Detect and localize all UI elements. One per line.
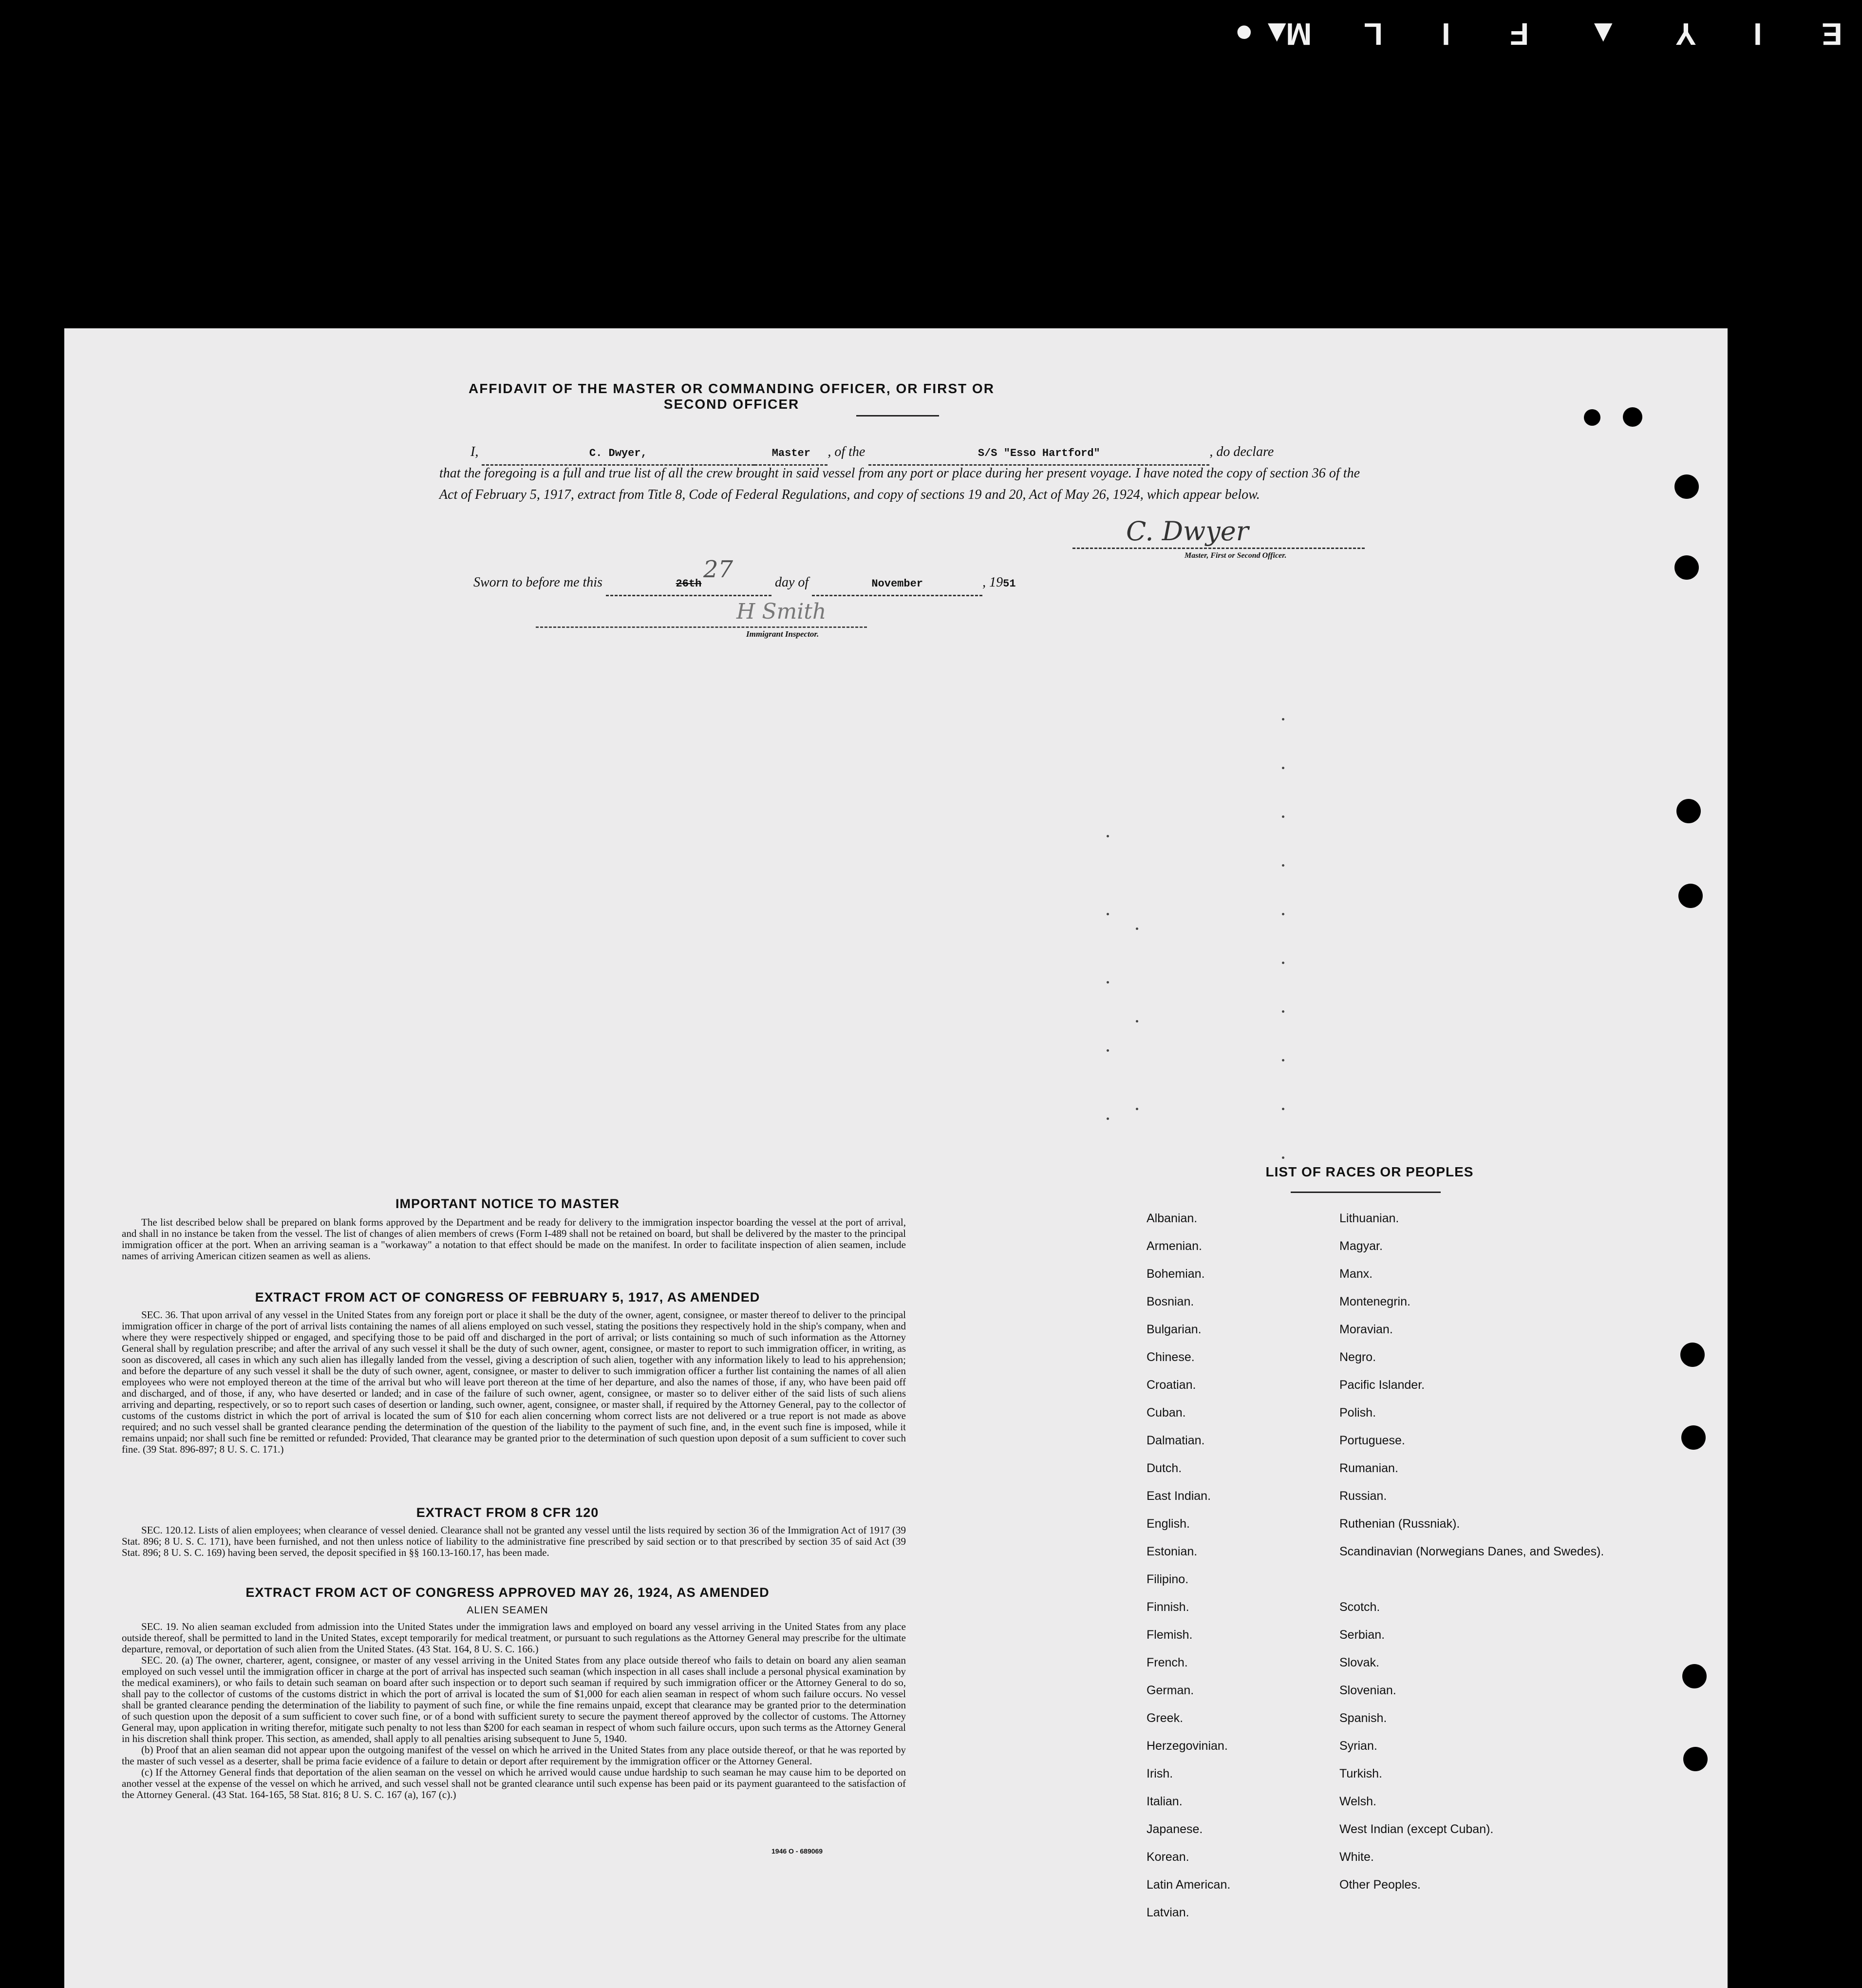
race-item: Japanese. <box>1147 1822 1203 1836</box>
race-item: Pacific Islander. <box>1339 1378 1425 1392</box>
sworn-line <box>473 556 1185 596</box>
races-rule <box>1291 1192 1441 1193</box>
extract-1924-subtitle: ALIEN SEAMEN <box>467 1605 548 1616</box>
race-item: Negro. <box>1339 1350 1376 1364</box>
race-item: Polish. <box>1339 1406 1376 1420</box>
day-of-label: day of <box>774 575 809 590</box>
race-item: Magyar. <box>1339 1239 1383 1253</box>
bleed-dot <box>1282 1108 1284 1110</box>
sworn-label: Sworn to before me this <box>473 575 602 590</box>
race-item: Spanish. <box>1339 1711 1387 1725</box>
bleed-dot <box>1282 962 1284 964</box>
vessel-name: S/S "Esso Hartford" <box>868 443 1209 466</box>
punch-hole <box>1584 409 1600 426</box>
declaration-line <box>470 441 1440 466</box>
race-item: Filipino. <box>1147 1572 1189 1586</box>
punch-hole <box>1681 1425 1706 1450</box>
affidavit-title: AFFIDAVIT OF THE MASTER OR COMMANDING OFFICER, OR FIRST OR SECOND OFFICER <box>469 381 995 412</box>
officer-rank: Master <box>754 443 828 466</box>
races-list <box>1147 1211 1634 1966</box>
film-mark: ▲ <box>1588 17 1619 52</box>
inspector-signature: H Smith <box>736 599 827 624</box>
punch-hole <box>1674 555 1699 580</box>
race-item <box>1339 1572 1563 1600</box>
race-item: Montenegrin. <box>1339 1295 1411 1308</box>
race-item: Other Peoples. <box>1339 1878 1421 1892</box>
sec-20c: (c) If the Attorney General finds that deportation of the alien seaman on the vessel on which he arrived would cause undue hardship to such seaman he may cause him to be deported on another vessel at the expense of the vessel on which he arrived, and such vessel shall not be granted clearance until such expense has been paid or its payment guaranteed to the satisfaction of the Attorney General. (43 Stat. 164-165, 58 Stat. 816; 8 U. S. C. 167 (a), 167 (c).) <box>122 1766 906 1800</box>
race-item: Estonian. <box>1147 1545 1198 1558</box>
inspector-line <box>536 626 867 628</box>
races-column-2 <box>1339 1211 1604 1933</box>
extract-1917-title: EXTRACT FROM ACT OF CONGRESS OF FEBRUARY 5, 1917, AS AMENDED <box>255 1290 760 1305</box>
bleed-dot <box>1136 1020 1138 1022</box>
race-item: Dutch. <box>1147 1461 1182 1475</box>
notice-text: The list described below shall be prepared on blank forms approved by the Department and be ready for delivery to the immigration inspector boarding the vessel at the port of arrival, and shall in no instance be taken from the vessel. The list of changes of alien members of crews (Form I-489 shall not be retained on board, but shall be delivered by the master to the principal immigration officer at the port. When an arriving seaman is a "workaway" a notation to that effect should be made on the manifest. In order to facilitate inspection of alien seamen, include names of arriving American citizen seamen as well as aliens. <box>122 1216 906 1262</box>
bleed-dot <box>1282 718 1284 720</box>
race-item: Finnish. <box>1147 1600 1189 1614</box>
race-item: Turkish. <box>1339 1767 1382 1780</box>
sec-19: SEC. 19. No alien seaman excluded from admission into the United States under the immigration laws and employed on board any vessel arriving in the United States from any place outside thereof, shall be permitted to land in the United States, except temporarily for medical treatment, or pursuant to such regulations as the Attorney General may prescribe for the ultimate departure, removal, or deportation of such alien from the United States. (43 Stat. 164, 8 U. S. C. 166.) <box>122 1621 906 1655</box>
bleed-dot <box>1282 1156 1284 1159</box>
year-suffix: 51 <box>1003 578 1016 590</box>
races-title: LIST OF RACES OR PEOPLES <box>1265 1164 1474 1179</box>
race-item: German. <box>1147 1684 1194 1697</box>
film-mark: Y <box>1675 17 1696 52</box>
race-item: Scandinavian (Norwegians Danes, and Swedes). <box>1339 1545 1604 1558</box>
race-item: Russian. <box>1339 1489 1387 1503</box>
race-item: Bulgarian. <box>1147 1323 1202 1336</box>
year-prefix: , 19 <box>982 575 1003 590</box>
race-item: French. <box>1147 1656 1188 1669</box>
race-item: Ruthenian (Russniak). <box>1339 1517 1460 1531</box>
race-item: Moravian. <box>1339 1323 1393 1336</box>
race-item: Syrian. <box>1339 1739 1377 1753</box>
document-page <box>64 328 1728 1988</box>
sworn-day-typed: 26th <box>676 578 702 590</box>
film-mark: I <box>1753 17 1762 52</box>
race-item: Irish. <box>1147 1767 1173 1780</box>
race-item: Portuguese. <box>1339 1434 1405 1447</box>
bleed-dot <box>1282 913 1284 915</box>
extract-1924-body <box>122 1621 906 1800</box>
sec-20a: SEC. 20. (a) The owner, charterer, agent, consignee, or master of any vessel arriving in the United States from any place outside thereof who fails to detain on board any alien seaman employed on such vessel until the immigration officer in charge at the port of arrival has inspected such seaman (which inspection in all cases shall include a personal physical examination by the medical examiners), or who fails to detain such seaman on board after such inspection or to deport such seaman if required by such immigration officer or the Attorney General to do so, shall pay to the collector of customs of the customs district in which the port of arrival is located the sum of $1,000 for each alien seaman in respect of whom such failure occurs. No vessel shall be granted clearance pending the determination of the liability to payment of such fine, or while the fine remains unpaid, except that clearance may be granted prior to the determination of such question upon the deposit of a sum sufficient to cover such fine, or of a bond with sufficient surety to secure the payment thereof approved by the collector of customs. The Attorney General may, upon application in writing therefor, mitigate such penalty to not less than $200 for each seaman in respect of whom such failure occurs, upon such terms as the Attorney General in his discretion shall think proper. This section, as amended, shall apply to all penalties arising subsequent to June 5, 1940. <box>122 1654 906 1744</box>
punch-hole <box>1683 1747 1708 1771</box>
bleed-dot <box>1107 981 1109 984</box>
film-mark: M <box>1286 17 1312 52</box>
race-item: Latvian. <box>1147 1906 1189 1919</box>
bleed-dot <box>1107 1117 1109 1120</box>
race-item: Bohemian. <box>1147 1267 1205 1281</box>
race-item: English. <box>1147 1517 1190 1531</box>
extract-1917-text: SEC. 36. That upon arrival of any vessel in the United States from any foreign port or place it shall be the duty of the owner, agent, consignee, or master thereof to deliver to the principal immigration officer in charge of the port of arrival lists containing the names of all aliens employed on such vessel, stating the positions they respectively hold in the ship's company, when and where they were respectively shipped or engaged, and specifying those to be paid off and discharged in the port of arrival; or lists containing so much of such information as the Attorney General shall by regulation prescribe; and after the arrival of any such vessel it shall be the duty of such owner, agent, consignee, or master to report to such immigration officer, in writing, as soon as discovered, all cases in which any such alien has illegally landed from the vessel, giving a description of such alien, together with any information likely to lead to his apprehension; and before the departure of any such vessel it shall be the duty of such owner, agent, consignee, or master to deliver to such immigration officer a further list containing the names of all alien employees who were not employed thereon at the time of the arrival but who will leave port thereon at the time of her departure, and also the names of those, if any, who have been paid off and discharged, and of those, if any, who have deserted or landed; and in case of the failure of such owner, agent, consignee, or master so to deliver either of the said lists of such aliens arriving and departing, respectively, or so to report such cases of desertion or landing, such owner, agent, consignee, or master shall, if required by the Attorney General, pay to the collector of customs of the customs district in which the port of arrival is located the sum of $10 for each alien concerning whom correct lists are not delivered or a true report is not made as above required; and no such vessel shall be granted clearance pending the determination of the question of the liability to the payment of such fine, and, in the event such fine is imposed, while it remains unpaid; nor shall such fine be remitted or refunded: Provided, That clearance may be granted prior to the determination of such question upon deposit of a sum sufficient to cover such fine. (39 Stat. 896-897; 8 U. S. C. 171.) <box>122 1309 906 1455</box>
race-item: Bosnian. <box>1147 1295 1194 1308</box>
race-item: Rumanian. <box>1339 1461 1398 1475</box>
race-item: Flemish. <box>1147 1628 1193 1642</box>
punch-hole <box>1678 884 1703 908</box>
race-item: Dalmatian. <box>1147 1434 1205 1447</box>
race-item: Herzegovinian. <box>1147 1739 1228 1753</box>
film-mark: ● <box>1235 17 1254 52</box>
race-item: Lithuanian. <box>1339 1212 1399 1225</box>
punch-hole <box>1676 799 1701 823</box>
inspector-caption: Immigrant Inspector. <box>746 629 819 639</box>
race-item: Cuban. <box>1147 1406 1186 1420</box>
race-item: Greek. <box>1147 1711 1184 1725</box>
bleed-dot <box>1136 1108 1138 1110</box>
race-item: Korean. <box>1147 1850 1189 1864</box>
signature-caption: Master, First or Second Officer. <box>1185 551 1287 560</box>
bleed-dot <box>1282 1059 1284 1061</box>
bleed-dot <box>1282 1010 1284 1013</box>
master-signature: C. Dwyer <box>1126 516 1249 547</box>
bleed-dot <box>1107 913 1109 915</box>
extract-cfr-title: EXTRACT FROM 8 CFR 120 <box>416 1505 599 1520</box>
bleed-dot <box>1282 767 1284 769</box>
of-the-label: , of the <box>828 444 865 459</box>
race-item: Slovak. <box>1339 1656 1379 1669</box>
race-item: Manx. <box>1339 1267 1373 1281</box>
print-code: 1946 O - 689069 <box>771 1847 823 1855</box>
race-item: West Indian (except Cuban). <box>1339 1822 1494 1836</box>
sworn-month: November <box>812 573 982 596</box>
bleed-dot <box>1107 835 1109 837</box>
film-mark: I <box>1442 17 1450 52</box>
bleed-dot <box>1136 928 1138 930</box>
film-mark: E <box>1822 17 1843 52</box>
sworn-day-handwritten: 27 <box>703 556 734 583</box>
races-column-1 <box>1147 1211 1332 1933</box>
punch-hole <box>1680 1343 1705 1367</box>
race-item: Croatian. <box>1147 1378 1196 1392</box>
film-mark: F <box>1510 17 1529 52</box>
race-item <box>1339 1905 1563 1933</box>
bleed-dot <box>1282 864 1284 867</box>
race-item: Latin American. <box>1147 1878 1231 1892</box>
microfilm-target-marks <box>0 19 1862 57</box>
race-item: White. <box>1339 1850 1374 1864</box>
officer-name: C. Dwyer, <box>482 443 754 466</box>
signature-line <box>1072 548 1365 549</box>
race-item: Welsh. <box>1339 1795 1376 1808</box>
race-item: Armenian. <box>1147 1239 1202 1253</box>
punch-hole <box>1623 407 1642 427</box>
punch-hole <box>1682 1664 1707 1688</box>
do-declare-label: , do declare <box>1209 444 1274 459</box>
bleed-dot <box>1282 815 1284 818</box>
race-item: Albanian. <box>1147 1212 1198 1225</box>
extract-cfr-text: SEC. 120.12. Lists of alien employees; when clearance of vessel denied. Clearance shall not be granted any vessel until the lists required by section 36 of the Immigration Act of 1917 (39 Stat. 896; 8 U. S. C. 171), have been furnished, and not then unless notice of liability to the administrative fine prescribed by said section or to that prescribed by section 35 of said Act (39 Stat. 896; 8 U. S. C. 169) having been served, the deposit specified in §§ 160.13-160.17, has been made. <box>122 1524 906 1558</box>
race-item: East Indian. <box>1147 1489 1211 1503</box>
film-mark: L <box>1364 17 1383 52</box>
punch-hole <box>1674 474 1699 499</box>
title-rule <box>856 415 939 417</box>
race-item: Chinese. <box>1147 1350 1195 1364</box>
declaration-body: that the foregoing is a full and true list of all the crew brought in said vessel from any port or place during her present voyage. I have noted the copy of section 36 of the Act of February 5, 1917, extract from Title 8, Code of Federal Regulations, and copy of sections 19 and 20, Act of May 26, 1924, which appear below. <box>439 466 1360 502</box>
race-item: Serbian. <box>1339 1628 1385 1642</box>
sworn-day-field <box>606 556 771 596</box>
race-item: Scotch. <box>1339 1600 1380 1614</box>
notice-title: IMPORTANT NOTICE TO MASTER <box>395 1196 620 1211</box>
i-label: I, <box>470 444 479 459</box>
bleed-dot <box>1107 1049 1109 1052</box>
sec-20b: (b) Proof that an alien seaman did not appear upon the outgoing manifest of the vessel on which he arrived in the United States from any place outside thereof, or that he was reported by the master of such vessel as a deserter, shall be prima facie evidence of a failure to detain or deport after requirement by the immigration officer or the Attorney General. <box>122 1744 906 1767</box>
film-mark: ▲ <box>1261 17 1293 52</box>
race-item: Slovenian. <box>1339 1684 1396 1697</box>
extract-1924-title: EXTRACT FROM ACT OF CONGRESS APPROVED MAY 26, 1924, AS AMENDED <box>245 1585 770 1600</box>
race-item: Italian. <box>1147 1795 1183 1808</box>
